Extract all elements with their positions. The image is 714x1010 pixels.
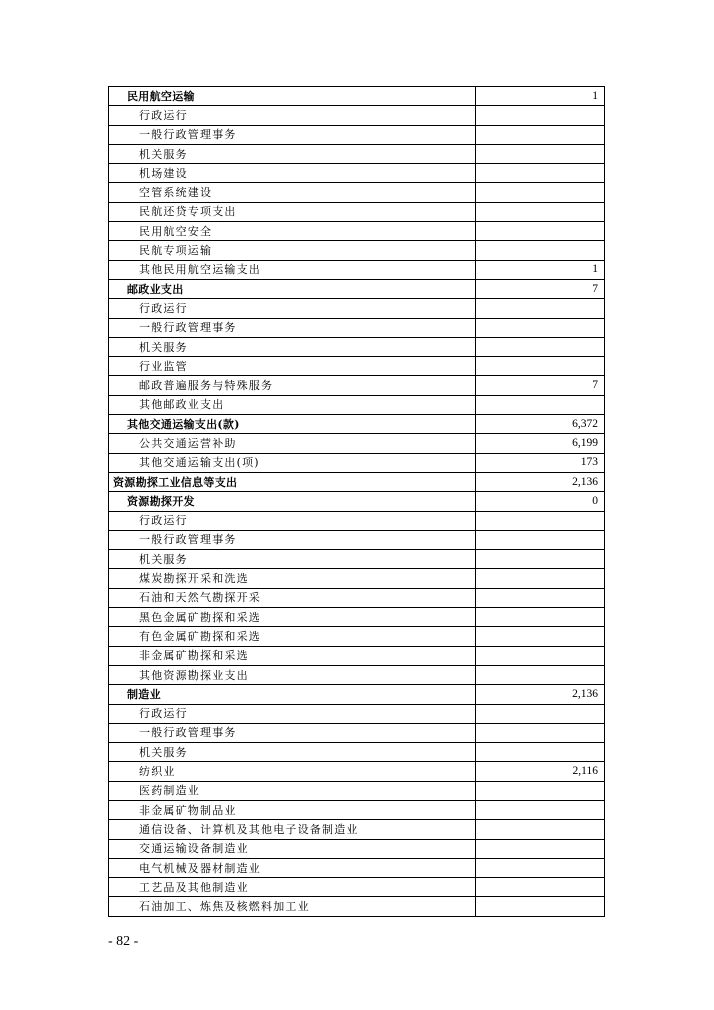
table-row xyxy=(109,87,605,106)
row-amount xyxy=(476,665,605,684)
row-amount: 2,116 xyxy=(476,762,605,781)
row-item-name: 一般行政管理事务 xyxy=(109,530,476,549)
row-item-name: 通信设备、计算机及其他电子设备制造业 xyxy=(109,820,476,839)
row-item-name: 制造业 xyxy=(109,685,476,704)
row-item-name: 黑色金属矿勘探和采选 xyxy=(109,608,476,627)
row-item-name: 行政运行 xyxy=(109,299,476,318)
table-row xyxy=(109,665,605,684)
row-amount xyxy=(476,646,605,665)
row-amount xyxy=(476,858,605,877)
row-item-name: 民用航空运输 xyxy=(109,87,476,106)
row-item-name: 煤炭勘探开采和洗选 xyxy=(109,569,476,588)
row-item-name: 机关服务 xyxy=(109,550,476,569)
table-row xyxy=(109,472,605,491)
row-amount xyxy=(476,337,605,356)
row-item-name: 石油加工、炼焦及核燃料加工业 xyxy=(109,897,476,916)
row-amount: 6,199 xyxy=(476,434,605,453)
row-amount xyxy=(476,202,605,221)
row-item-name: 一般行政管理事务 xyxy=(109,723,476,742)
row-amount xyxy=(476,106,605,125)
row-item-name: 非金属矿物制品业 xyxy=(109,800,476,819)
table-row xyxy=(109,627,605,646)
row-amount: 1 xyxy=(476,87,605,106)
row-item-name: 邮政业支出 xyxy=(109,279,476,298)
row-amount: 1 xyxy=(476,260,605,279)
row-item-name: 其他交通运输支出(项) xyxy=(109,453,476,472)
row-item-name: 行政运行 xyxy=(109,106,476,125)
row-item-name: 行政运行 xyxy=(109,511,476,530)
row-amount: 7 xyxy=(476,376,605,395)
table-row xyxy=(109,608,605,627)
row-amount xyxy=(476,781,605,800)
row-amount xyxy=(476,743,605,762)
row-item-name: 其他邮政业支出 xyxy=(109,395,476,414)
row-amount xyxy=(476,878,605,897)
row-amount xyxy=(476,588,605,607)
row-item-name: 行业监管 xyxy=(109,357,476,376)
row-item-name: 行政运行 xyxy=(109,704,476,723)
table-row xyxy=(109,415,605,434)
row-item-name: 其他交通运输支出(款) xyxy=(109,415,476,434)
row-item-name: 邮政普遍服务与特殊服务 xyxy=(109,376,476,395)
table-body xyxy=(109,87,605,917)
row-amount xyxy=(476,800,605,819)
table-row xyxy=(109,762,605,781)
row-amount xyxy=(476,608,605,627)
row-amount xyxy=(476,704,605,723)
table-row xyxy=(109,376,605,395)
row-item-name: 其他民用航空运输支出 xyxy=(109,260,476,279)
row-item-name: 民航专项运输 xyxy=(109,241,476,260)
table-row xyxy=(109,646,605,665)
row-item-name: 交通运输设备制造业 xyxy=(109,839,476,858)
table-row xyxy=(109,318,605,337)
table-row xyxy=(109,395,605,414)
table-row xyxy=(109,337,605,356)
row-item-name: 医药制造业 xyxy=(109,781,476,800)
row-amount xyxy=(476,550,605,569)
row-amount xyxy=(476,627,605,646)
row-amount xyxy=(476,164,605,183)
row-amount xyxy=(476,511,605,530)
table-row xyxy=(109,125,605,144)
row-item-name: 非金属矿勘探和采选 xyxy=(109,646,476,665)
table-row xyxy=(109,839,605,858)
table-row xyxy=(109,260,605,279)
row-item-name: 一般行政管理事务 xyxy=(109,318,476,337)
table-row xyxy=(109,550,605,569)
row-amount xyxy=(476,897,605,916)
row-amount: 173 xyxy=(476,453,605,472)
row-item-name: 石油和天然气勘探开采 xyxy=(109,588,476,607)
table-row xyxy=(109,241,605,260)
table-row xyxy=(109,820,605,839)
row-item-name: 机关服务 xyxy=(109,743,476,762)
row-amount xyxy=(476,144,605,163)
table-row xyxy=(109,511,605,530)
row-item-name: 一般行政管理事务 xyxy=(109,125,476,144)
table-row xyxy=(109,897,605,916)
table-row xyxy=(109,202,605,221)
row-amount xyxy=(476,395,605,414)
row-amount: 6,372 xyxy=(476,415,605,434)
row-amount xyxy=(476,530,605,549)
row-item-name: 民航还贷专项支出 xyxy=(109,202,476,221)
table-row xyxy=(109,144,605,163)
row-item-name: 工艺品及其他制造业 xyxy=(109,878,476,897)
row-amount xyxy=(476,241,605,260)
row-amount xyxy=(476,125,605,144)
page-number: - 82 - xyxy=(108,934,139,949)
row-item-name: 机关服务 xyxy=(109,144,476,163)
row-amount xyxy=(476,222,605,241)
table-row xyxy=(109,704,605,723)
row-item-name: 有色金属矿勘探和采选 xyxy=(109,627,476,646)
budget-table xyxy=(108,86,605,917)
table-row xyxy=(109,685,605,704)
row-item-name: 电气机械及器材制造业 xyxy=(109,858,476,877)
table-row xyxy=(109,279,605,298)
table-row xyxy=(109,183,605,202)
row-item-name: 机场建设 xyxy=(109,164,476,183)
row-item-name: 公共交通运营补助 xyxy=(109,434,476,453)
table-row xyxy=(109,492,605,511)
row-amount: 2,136 xyxy=(476,685,605,704)
row-amount: 2,136 xyxy=(476,472,605,491)
table-row xyxy=(109,723,605,742)
row-item-name: 空管系统建设 xyxy=(109,183,476,202)
row-item-name: 资源勘探开发 xyxy=(109,492,476,511)
row-amount xyxy=(476,839,605,858)
table-row xyxy=(109,357,605,376)
table-row xyxy=(109,781,605,800)
row-item-name: 资源勘探工业信息等支出 xyxy=(109,472,476,491)
row-amount xyxy=(476,569,605,588)
table-row xyxy=(109,434,605,453)
row-item-name: 机关服务 xyxy=(109,337,476,356)
row-item-name: 其他资源勘探业支出 xyxy=(109,665,476,684)
row-amount xyxy=(476,183,605,202)
row-amount xyxy=(476,820,605,839)
row-item-name: 纺织业 xyxy=(109,762,476,781)
table-row xyxy=(109,743,605,762)
table-row xyxy=(109,299,605,318)
table-row xyxy=(109,530,605,549)
row-amount: 7 xyxy=(476,279,605,298)
row-amount xyxy=(476,357,605,376)
table-row xyxy=(109,800,605,819)
table-row xyxy=(109,164,605,183)
table-row xyxy=(109,453,605,472)
table-row xyxy=(109,569,605,588)
table-row xyxy=(109,106,605,125)
table-row xyxy=(109,588,605,607)
row-amount xyxy=(476,723,605,742)
row-amount xyxy=(476,299,605,318)
row-amount: 0 xyxy=(476,492,605,511)
table-row xyxy=(109,878,605,897)
table-row xyxy=(109,858,605,877)
table-row xyxy=(109,222,605,241)
row-amount xyxy=(476,318,605,337)
row-item-name: 民用航空安全 xyxy=(109,222,476,241)
